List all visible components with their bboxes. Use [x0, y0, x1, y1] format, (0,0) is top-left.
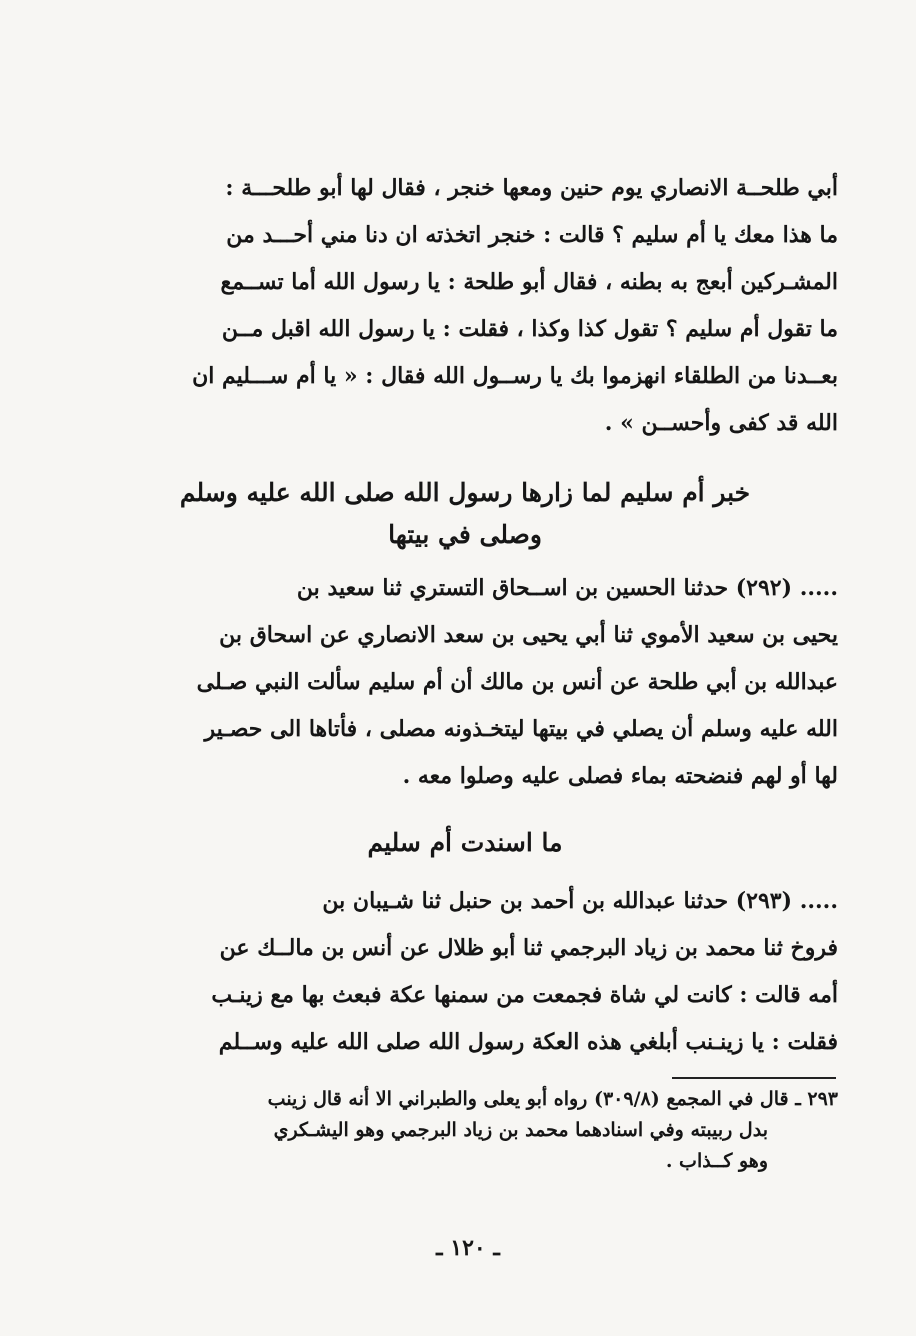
text-line: الله عليه وسلم أن يصلي في بيتها ليتخـذونه مصلى ، فأتاها الى حصـير: [204, 716, 838, 742]
text-line: أبي طلحــة الانصاري يوم حنين ومعها خنجر ، فقال لها أبو طلحـــة :: [225, 175, 838, 201]
section-heading: [150, 472, 780, 556]
footnote-divider: [672, 1077, 836, 1079]
text-line: يحيى بن سعيد الأموي ثنا أبي يحيى بن سعد الانصاري عن اسحاق بن: [219, 622, 838, 648]
text-line: فروخ ثنا محمد بن زياد البرجمي ثنا أبو ظلال عن أنس بن مالــك عن: [219, 935, 838, 961]
heading-line: وصلى في بيتها: [388, 520, 542, 549]
text-line: ..... (٢٩٢) حدثنا الحسين بن اســحاق التستري ثنا سعيد بن: [296, 575, 838, 601]
text-line: المشـركين أبعج به بطنه ، فقال أبو طلحة : يا رسول الله أما تســمع: [220, 269, 838, 295]
text-line: عبدالله بن أبي طلحة عن أنس بن مالك أن أم سليم سألت النبي صـلى: [196, 669, 838, 695]
text-line: ما تقول أم سليم ؟ تقول كذا وكذا ، فقلت : يا رسول الله اقبل مــن: [221, 316, 838, 342]
page-number: ـ ١٢٠ ـ: [436, 1235, 500, 1261]
text-line: أمه قالت : كانت لي شاة فجمعت من سمنها عكة فبعث بها مع زينـب: [211, 982, 838, 1008]
hadith-293: [120, 878, 838, 1066]
text-line: ..... (٢٩٣) حدثنا عبدالله بن أحمد بن حنبل ثنا شـيبان بن: [322, 888, 838, 914]
heading-line: خبر أم سليم لما زارها رسول الله صلى الله عليه وسلم: [179, 478, 751, 507]
footnote-line: ٢٩٣ ـ قال في المجمع (٣٠٩/٨) رواه أبو يعلى والطبراني الا أنه قال زينب: [267, 1088, 838, 1110]
text-line: فقلت : يا زينـنب أبلغي هذه العكة رسول الله صلى الله عليه وســلم: [218, 1029, 838, 1055]
text-line: بعــدنا من الطلقاء انهزموا بك يا رســول الله فقال : « يا أم ســـليم ان: [192, 363, 838, 389]
footnote-line: وهو كــذاب .: [665, 1150, 768, 1172]
text-line: الله قد كفى وأحســن » .: [604, 410, 838, 436]
hadith-292: [120, 565, 838, 800]
section-heading: ما اسندت أم سليم: [367, 828, 563, 857]
footnote-line: بدل ربيبته وفي اسنادهما محمد بن زياد البرجمي وهو اليشـكري: [273, 1119, 768, 1141]
paragraph-continued: [120, 165, 838, 447]
footnote: [120, 1084, 838, 1177]
text-line: لها أو لهم فنضحته بماء فصلى عليه وصلوا معه .: [402, 763, 838, 789]
text-line: ما هذا معك يا أم سليم ؟ قالت : خنجر اتخذته ان دنا مني أحـــد من: [226, 222, 838, 248]
